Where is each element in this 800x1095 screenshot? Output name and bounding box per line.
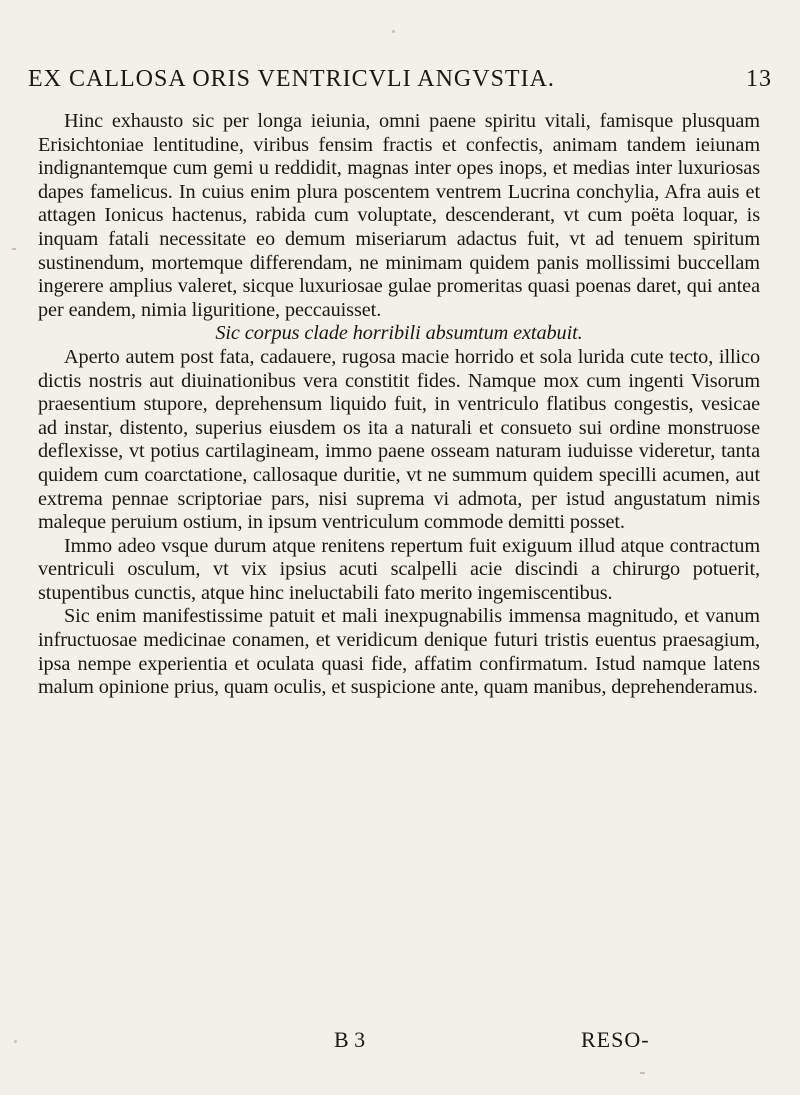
paper-speck — [392, 30, 395, 33]
catchword: RESO- — [581, 1027, 650, 1052]
running-title: EX CALLOSA ORIS VENTRICVLI ANGVSTIA. — [28, 66, 555, 92]
body-text — [38, 110, 760, 700]
paper-speck — [12, 248, 16, 250]
signature-mark: B 3 — [334, 1027, 366, 1052]
italic-line: Sic corpus clade horribili absumtum extabuit. — [215, 322, 583, 345]
paper-speck — [640, 1072, 645, 1074]
page-footer — [28, 1027, 772, 1057]
paragraph-4: Sic enim manifestissime patuit et mali inexpugnabilis immensa magnitudo, et vanum infructuosae medicinae conamen, et veridicum denique futuri tristis euentus praesagium, ipsa nempe experientia et oculata quasi fide, affatim confirmatum. Istud namque latens malum opinione prius, quam oculis, et suspicione ante, quam manibus, deprehenderamus. — [38, 605, 760, 699]
paragraph-3: Immo adeo vsque durum atque renitens repertum fuit exiguum illud atque contractum ventriculi osculum, vt vix ipsius acuti scalpelli acie discindi a chirurgo potuerit, stupentibus cunctis, atque hinc ineluctabili fato merito ingemiscentibus. — [38, 534, 760, 604]
paper-speck — [14, 1040, 17, 1043]
page-number: 13 — [746, 66, 772, 92]
paragraph-2: Aperto autem post fata, cadauere, rugosa macie horrido et sola lurida cute tecto, illico dictis nostris aut diuinationibus vera constitit fides. Namque mox cum ingenti Visorum praesentium stupore, deprehensum liquido fuit, in ventriculo flatibus congestis, vesicae ad instar, distento, superius eiusdem os ita a naturali et consueto sui ordine monstruose deflexisse, vt potius cartilagineam, immo paene osseam naturam iuduisse videretur, tanta quidem cum coarctatione, callosaque duritie, vt ne summum quidem specilli acumen, aut extrema pennae scriptoriae pars, nisi suprema vi admota, per istud angustatum nimis maleque peruium ostium, in ipsum ventriculum commode demitti posset. — [38, 345, 760, 534]
running-header — [28, 66, 772, 98]
paragraph-1: Hinc exhausto sic per longa ieiunia, omni paene spiritu vitali, famisque plusquam Erisichtoniae lentitudine, viribus fensim fractis et confectis, animam tandem ieiunam indignantemque cum gemi u reddidit, magnas inter opes inops, et medias inter luxuriosas dapes famelicus. In cuius enim plura poscentem ventrem Lucrina conchylia, Afra auis et attagen Ionicus hactenus, rabida cum voluptate, descenderant, vt cum poëta loquar, is inquam fatali necessitate eo demum miseriarum adactus fuit, vt ad tenuem spiritum sustinendum, mortemque differendam, ne minimam quidem panis mollissimi buccellam ingerere amplius valeret, sicque luxuriosae gulae promeritas quasi poenas daret, qui antea per eandem, nimia liguritione, peccauisset. — [38, 110, 760, 321]
